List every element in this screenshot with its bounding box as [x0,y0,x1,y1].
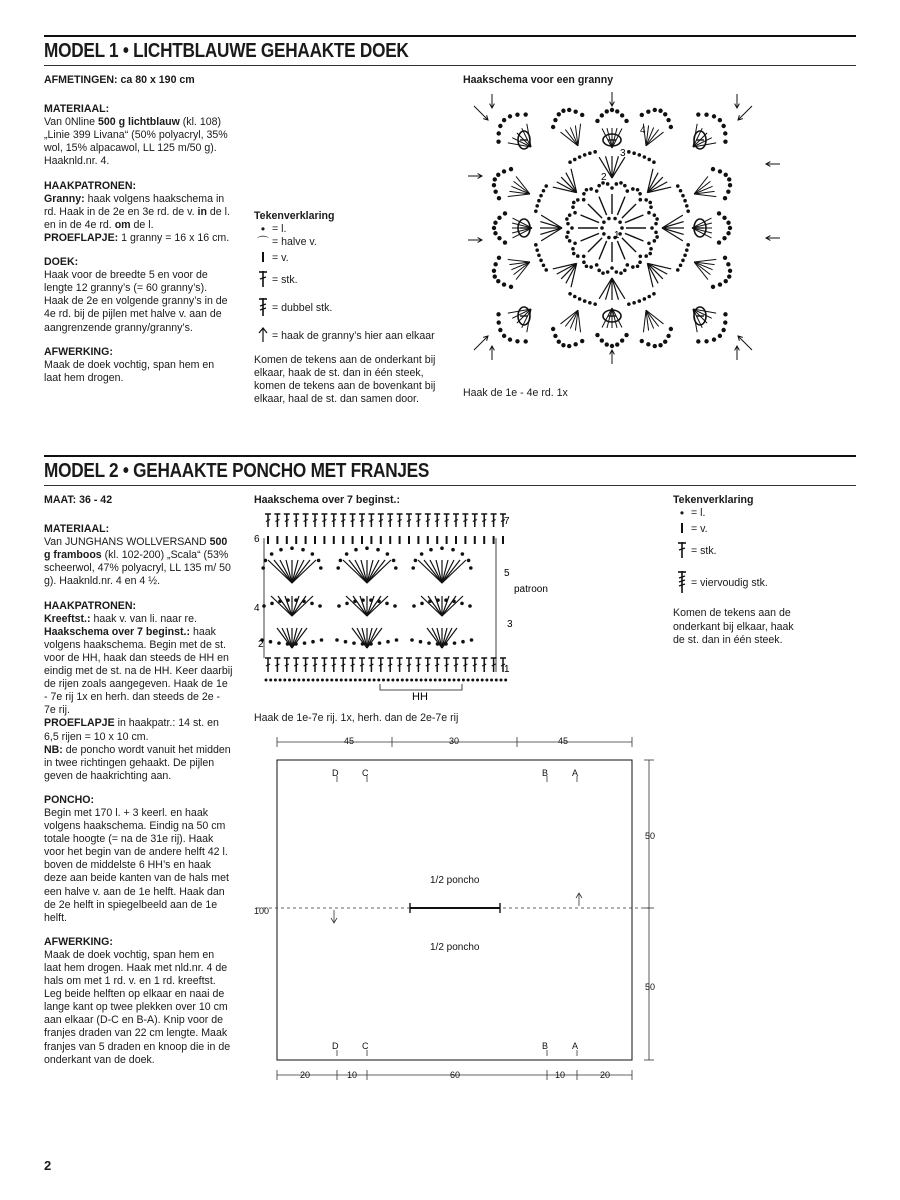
legend-dc: = stk. [254,270,439,291]
legend-tr: = dubbel stk. [254,297,439,320]
round-label-1: 1 [614,230,620,241]
patroon-label: patroon [514,584,548,595]
letter-d-bottom: D [332,1041,339,1051]
model1-haakpatronen-heading: HAAKPATRONEN: [44,179,137,192]
legend-chain: • = l. [254,223,439,236]
letter-b-top: B [542,768,549,778]
model2-maat: MAAT: 36 - 42 [44,494,113,506]
model1-title-rule [44,65,856,66]
model2-poncho-text: Begin met 170 l. + 3 keerl. en haak volgens haakschema. Eindig na 50 cm totale hoogte (= na de 31e rij). Haak voor het begin van de andere helft 42 l. boven de middelste 6 HH’s en haak deze aan beide kanten van de hals met een halve v. aan de 1e helft. Haak dan de 2e helft in spiegelbeeld aan de 1e helft. [44,806,229,924]
model2-nb-text: NB: de poncho wordt vanuit het midden in twee richtingen gehaakt. De pijlen geven de haakrichting aan. [44,743,231,782]
model1-legend-note: Komen de tekens aan de onderkant bij elkaar, haak de st. dan in één steek, komen de tekens aan de bovenkant bij elkaar, haal de st. dan samen door. [254,353,436,405]
hh-label: HH [412,691,428,703]
chain-icon: • [260,222,266,237]
model1-title: MODEL 1 • LICHTBLAUWE GEHAAKTE DOEK [44,40,409,62]
chain-icon: • [679,506,685,521]
granny-chart [462,88,792,388]
model2-text-column [44,494,234,1067]
model2-kreeftst-text: Kreeftst.: haak v. van li. naar re. [44,612,197,625]
stitch-chart-title: Haakschema over 7 beginst.: [254,494,401,506]
legend2-quad: = viervoudig stk. [673,570,803,597]
letter-d-top: D [332,768,339,778]
round-label-2: 2 [601,172,607,183]
legend-sc: = v. [254,251,439,266]
model2-haakpatronen-heading: HAAKPATRONEN: [44,599,137,612]
model1-materiaal-text: Van 0Nline 500 g lichtblauw (kl. 108) „Linie 399 Livana“ (50% polyacryl, 35% wol, 15% alpacawol, LL 125 m/50 g). Haaknld.nr. 4. [44,116,228,168]
round-label-3: 3 [620,148,626,159]
row-label-7: 7 [504,516,510,527]
model2-proeflapje-text: PROEFLAPJE in haakpatr.: 14 st. en 6,5 rijen = 10 x 10 cm. [44,717,219,743]
model2-materiaal-text: Van JUNGHANS WOLLVERSAND 500 g framboos (kl. 102-200) „Scala“ (53% scheerwol, 47% polyacryl, LL 135 m/ 50 g). Haaknld.nr. 4 en 4 ½. [44,536,231,588]
dim-top-left: 45 [344,736,355,746]
row-label-5: 5 [504,568,510,579]
letter-a-bottom: A [572,1041,579,1051]
treble-crochet-icon [254,297,272,320]
model1-legend [254,210,439,406]
letter-a-top: A [572,768,579,778]
model2-legend-note: Komen de tekens aan de onderkant bij elkaar, haak de st. dan in één steek. [673,607,794,646]
model1-text-column [44,74,234,385]
dim-bottom-2: 10 [347,1070,358,1080]
letter-c-top: C [362,768,369,778]
dim-bottom-4: 10 [555,1070,566,1080]
dim-left: 100 [254,906,270,916]
legend2-dc: = stk. [673,541,803,562]
row-label-2: 2 [258,639,264,650]
dim-right-top: 50 [645,831,656,841]
row-label-6: 6 [254,534,260,545]
model2-legend-title: Tekenverklaring [673,494,754,506]
page-number: 2 [44,1158,52,1173]
half-poncho-bottom-label: 1/2 poncho [430,942,480,953]
model2-materiaal-heading: MATERIAAL: [44,523,110,536]
legend-join: = haak de granny’s hier aan elkaar [254,327,439,346]
model1-top-rule [44,35,856,37]
quadruple-treble-icon [673,570,691,597]
dim-bottom-3: 60 [450,1070,461,1080]
legend-slip: ⌒ = halve v. [254,236,439,249]
granny-chart-title: Haakschema voor een granny [463,74,614,86]
model1-doek-text: Haak voor de breedte 5 en voor de lengte 12 granny’s (= 60 granny’s). Haak de 2e en volgende granny’s in de 4e rd. bij de pijlen met halve v. aan de aangrenzende granny/granny’s. [44,269,228,334]
row-label-4: 4 [254,603,260,614]
row-label-1: 1 [504,664,510,675]
model1-afmetingen: AFMETINGEN: ca 80 x 190 cm [44,74,195,86]
model1-granny-text: Granny: haak volgens haakschema in rd. Haak in de 2e en 3e rd. de v. in de l. en in de 4e rd. om de l. [44,192,230,231]
model2-schema-text: Haakschema over 7 beginst.: haak volgens haakschema. Begin met de st. voor de HH, haak dan steeds de HH en eindig met de st. na de HH. Keer daarbij de rijen zoals aangegeven. Haak de 1e - 7e rij 1x en herh. dan steeds de 2e - 7e rij. [44,625,233,717]
model2-poncho-heading: PONCHO: [44,793,95,806]
legend2-chain: • = l. [673,507,803,520]
round-label-4: 4 [640,125,646,136]
model2-afwerking-text: Maak de doek vochtig, span hem en laat hem drogen. Haak met nld.nr. 4 de hals om met 1 rd. v. en 1 rd. kreeftst. Leg beide helften op elkaar en naai de lange kant op twee plekken over 10 cm aan elkaar (D-C en B-A). Knip voor de franjes draden van 22 cm lengte. Maak franjes van 5 draden en knoop die in de onderkant van de doek. [44,948,231,1066]
single-crochet-icon [254,251,272,266]
dim-bottom-1: 20 [300,1070,311,1080]
poncho-schematic [252,730,672,1085]
model1-afwerking-heading: AFWERKING: [44,345,113,358]
model2-legend [673,494,803,647]
arrow-up-icon [254,327,272,346]
double-crochet-icon [254,270,272,291]
dim-top-right: 45 [558,736,569,746]
stitch-chart-caption: Haak de 1e-7e rij. 1x, herh. dan de 2e-7e rij [254,712,459,724]
slip-stitch-icon: ⌒ [256,235,269,250]
dim-right-bottom: 50 [645,982,656,992]
model1-doek-heading: DOEK: [44,256,79,269]
model1-proeflapje-text: PROEFLAPJE: 1 granny = 16 x 16 cm. [44,231,230,244]
model2-top-rule [44,455,856,457]
dim-bottom-5: 20 [600,1070,611,1080]
single-crochet-icon [673,522,691,537]
legend2-sc: = v. [673,522,803,537]
model1-materiaal-heading: MATERIAAL: [44,103,110,116]
double-crochet-icon [673,541,691,562]
model1-legend-title: Tekenverklaring [254,210,335,222]
row-label-3: 3 [507,619,513,630]
letter-c-bottom: C [362,1041,369,1051]
model2-title-rule [44,485,856,486]
dim-top-mid: 30 [449,736,460,746]
model2-afwerking-heading: AFWERKING: [44,935,113,948]
half-poncho-top-label: 1/2 poncho [430,875,480,886]
letter-b-bottom: B [542,1041,549,1051]
model1-afwerking-text: Maak de doek vochtig, span hem en laat hem drogen. [44,358,215,384]
granny-chart-caption: Haak de 1e - 4e rd. 1x [463,387,568,399]
model2-title: MODEL 2 • GEHAAKTE PONCHO MET FRANJES [44,460,430,482]
stitch-chart [252,508,562,708]
